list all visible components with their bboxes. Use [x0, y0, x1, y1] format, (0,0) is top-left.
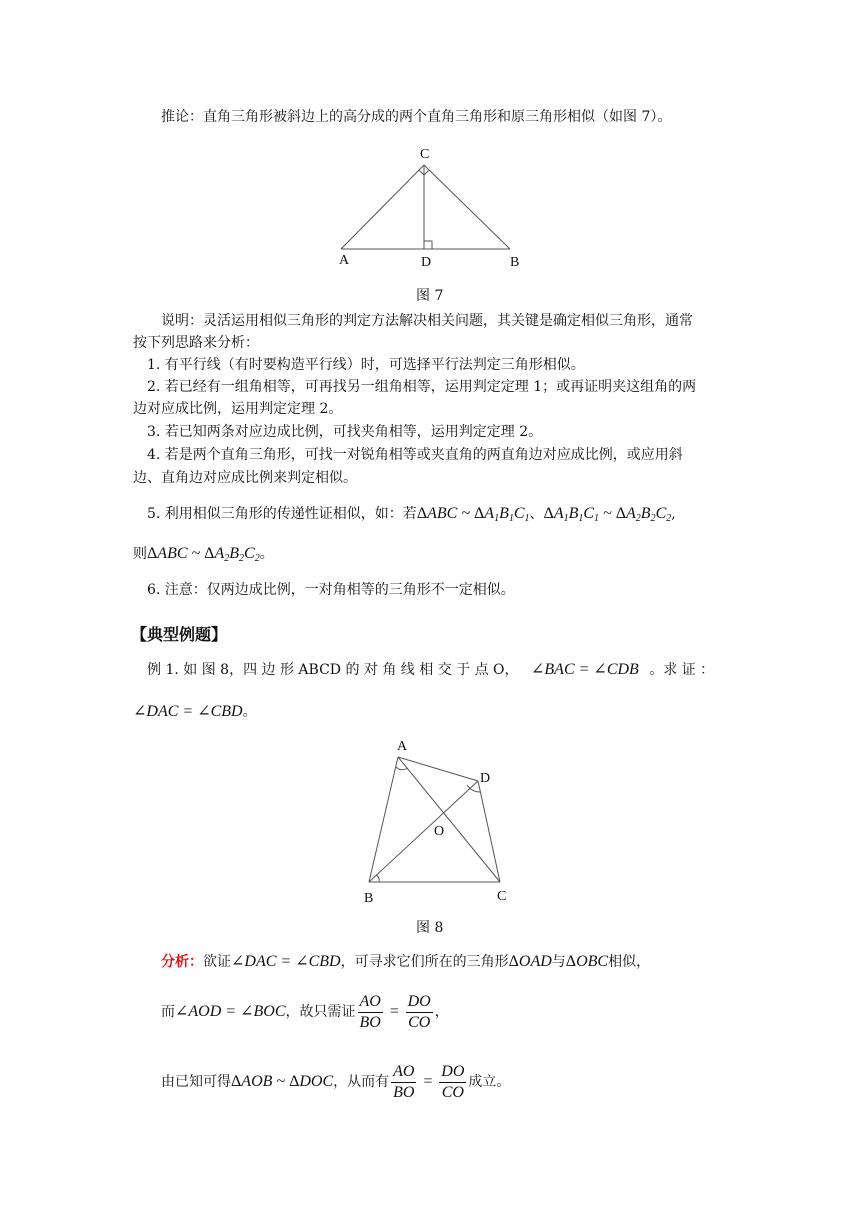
item5-conclusion: ΔABC ~ $\Delta A_2B_2C_2$: [147, 545, 260, 564]
analysis-l1a: 欲证: [203, 954, 231, 970]
example1-text-a: 例 1. 如 图 8，四 边 形 ABCD 的 对 角 线 相 交 于 点 O，: [147, 662, 519, 678]
example1-text-b: 。求 证 ：: [649, 662, 715, 678]
analysis-l3c: 成立。: [468, 1074, 511, 1091]
fig8-angle-arc-b: [376, 875, 379, 882]
explain-item-5: 5. 利用相似三角形的传递性证相似，如：若ΔABC ~ $\Delta A_1B_1C_1$、$\Delta A_1B_1C_1$ ~ $\Delta A_2B_2C_2$,: [147, 505, 676, 524]
fig7-caption: 图 7: [416, 288, 444, 304]
analysis-similarity: ΔAOB ~ ΔDOC: [231, 1073, 334, 1091]
fig7-side-ac: [341, 165, 424, 249]
explain-item-4a: 4. 若是两个直角三角形，可找一对锐角相等或夹直角的两直角边对应成比例，或应用斜: [147, 447, 683, 463]
example1-prove-angles: ∠DAC = ∠CBD: [133, 703, 243, 720]
fig7-label-a: A: [339, 253, 350, 268]
analysis-label: 分析：: [161, 954, 203, 970]
fig8-diagonal-bd: [369, 781, 478, 882]
item5-prefix: 5. 利用相似三角形的传递性证相似，如：若: [147, 506, 417, 522]
explain-item-6: 6. 注意：仅两边成比例，一对角相等的三角形不一定相似。: [147, 582, 515, 598]
analysis-line-2: [161, 992, 449, 1033]
analysis-l2a: 而: [161, 1004, 175, 1021]
fig7-right-angle-c: [419, 170, 429, 175]
corollary-text: 推论：直角三角形被斜边上的高分成的两个直角三角形和原三角形相似（如图 7）。: [161, 109, 672, 125]
fig8-label-d: D: [480, 771, 491, 786]
explain-item-1: 1. 有平行线（有时要构造平行线）时，可选择平行法判定三角形相似。: [147, 357, 585, 373]
analysis-angle-equality: ∠DAC = ∠CBD: [231, 953, 341, 970]
fig8-angle-arc-d: [467, 785, 480, 792]
explain-item-3: 3. 若已知两条对应边成比例，可找夹角相等，运用判定定理 2。: [147, 424, 543, 440]
analysis-triangle-oad: ΔOAD: [508, 953, 552, 970]
fig7-side-bc: [424, 165, 510, 249]
fig8-label-c: C: [497, 889, 507, 904]
analysis-l3a: 由已知可得: [161, 1074, 231, 1091]
fig8-label-a: A: [397, 739, 408, 754]
item5-end: 。: [259, 546, 274, 562]
item5-similarity-2: $\Delta A_1B_1C_1$ ~ $\Delta A_2B_2C_2$: [543, 505, 672, 524]
example1-text-c: 。: [242, 704, 257, 720]
fig8-angle-arc-a: [396, 767, 408, 770]
explain-item-2a: 2. 若已经有一组角相等，可再找另一组角相等，运用判定定理 1；或再证明夹这组角的两: [147, 379, 697, 395]
explain-item-5-then: [133, 544, 274, 569]
analysis-ratio-2: $\frac{AO}{BO}$ = $\frac{DO}{CO}$: [393, 1063, 465, 1101]
fig8-diagonal-ac: [398, 757, 500, 882]
fig8-label-o: O: [434, 824, 445, 839]
analysis-l1c: 与: [551, 954, 566, 970]
analysis-l1d: 相似，: [608, 954, 651, 970]
fig7-right-angle-d: [424, 241, 432, 249]
fig8-label-b: B: [364, 891, 374, 906]
item5-then: 则: [133, 546, 147, 562]
fig8-side-ab: [369, 757, 398, 882]
analysis-l1b: ，可寻求它们所在的三角形: [340, 954, 509, 970]
analysis-triangle-obc: ΔOBC: [565, 953, 609, 970]
example-1-line-1: [147, 660, 714, 680]
explain-item-4b: 边、直角边对应成比例来判定相似。: [133, 470, 357, 486]
analysis-ratio-1: $\frac{AO}{BO}$ = $\frac{DO}{CO}$: [359, 993, 431, 1031]
explain-line-2: 按下列思路来分析：: [133, 335, 259, 351]
analysis-l2b: ，故只需证: [285, 1004, 356, 1021]
explain-line-1: 说明：灵活运用相似三角形的判定方法解决相关问题，其关键是确定相似三角形，通常: [161, 313, 693, 329]
fig8-caption: 图 8: [416, 920, 444, 936]
analysis-l2c: ，: [434, 1004, 449, 1021]
example-1-line-2: [133, 702, 257, 722]
analysis-vertical-angles: ∠AOD = ∠BOC: [175, 1003, 286, 1021]
fig7-label-c: C: [420, 147, 430, 162]
analysis-l3b: ，从而有: [333, 1074, 390, 1091]
example1-given-angles: ∠BAC = ∠CDB: [531, 661, 639, 678]
fig7-label-b: B: [510, 255, 520, 270]
item5-similarity-1: ΔABC ~ $\Delta A_1B_1C_1$: [416, 505, 530, 524]
item5-separator: 、: [529, 506, 544, 522]
analysis-line-1: [161, 952, 650, 972]
section-title: 【典型例题】: [131, 625, 228, 644]
fig7-label-d: D: [421, 255, 432, 270]
fig8-side-da: [398, 757, 478, 781]
analysis-line-3: [161, 1062, 510, 1103]
explain-item-2b: 边对应成比例，运用判定定理 2。: [133, 401, 343, 417]
fig8-side-cd: [478, 781, 500, 882]
